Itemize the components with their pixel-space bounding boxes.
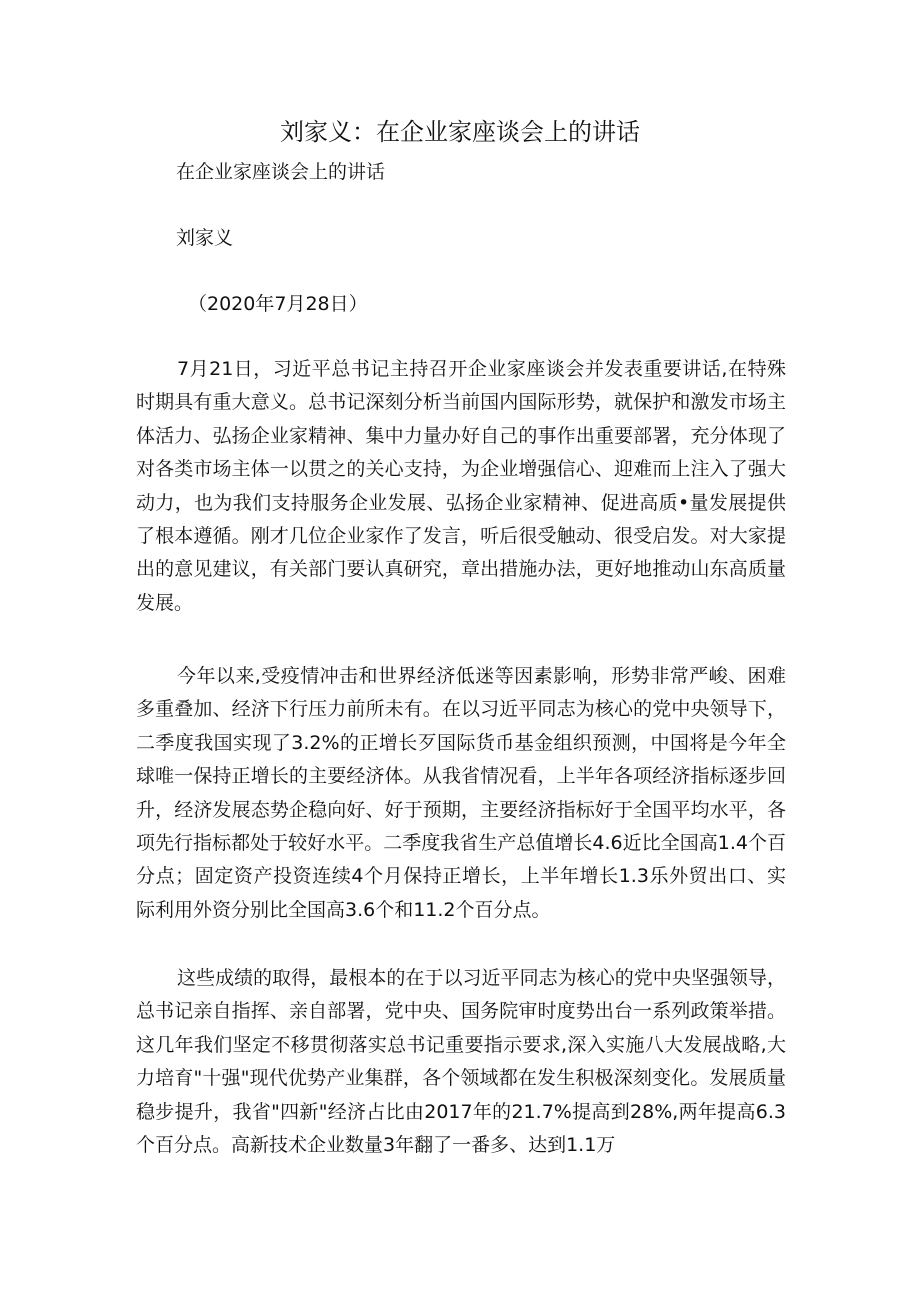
document-author: 刘家义	[176, 227, 234, 249]
document-date: （2020年7月28日）	[188, 293, 368, 315]
document-title: 刘家义：在企业家座谈会上的讲话	[280, 118, 640, 146]
body-paragraph-2: 今年以来,受疫情冲击和世界经济低迷等因素影响，形势非常严峻、困难多重叠加、经济下行压力前所未有。在以习近平同志为核心的党中央领导下，二季度我国实现了3.2%的正增长歹国际货币基金组织预测，中国将是今年全球唯一保持正增长的主要经济体。从我省情况看，上半年各项经济指标逐步回升，经济发展态势企稳向好、好于预期，主要经济指标好于全国平均水平，各项先行指标都处于较好水平。二季度我省生产总值增长4.6近比全国高1.4个百分点；固定资产投资连续4个月保持正增长，上半年增长1.3乐外贸出口、实际利用外资分别比全国高3.6个和11.2个百分点。	[136, 665, 786, 921]
body-paragraph-1: 7月21日，习近平总书记主持召开企业家座谈会并发表重要讲话,在特殊时期具有重大意义。总书记深刻分析当前国内国际形势，就保护和激发市场主体活力、弘扬企业家精神、集中力量办好自己的事作出重要部署，充分体现了对各类市场主体一以贯之的关心支持，为企业增强信心、迎难而上注入了强大动力，也为我们支持服务企业发展、弘扬企业家精神、促进高质•量发展提供了根本遵循。刚才几位企业家作了发言，听后很受触动、很受启发。对大家提出的意见建议，有关部门要认真研究，章出措施办法，更好地推动山东高质量发展。	[136, 358, 786, 614]
document-subtitle: 在企业家座谈会上的讲话	[176, 161, 386, 183]
body-paragraph-3: 这些成绩的取得，最根本的在于以习近平同志为核心的党中央坚强领导，总书记亲自指挥、亲自部署，党中央、国务院审时度势出台一系列政策举措。这几年我们坚定不移贯彻落实总书记重要指示要求,深入实施八大发展战略,大力培育"十强"现代优势产业集群，各个领域都在发生积极深刻变化。发展质量稳步提升，我省"四新"经济占比由2017年的21.7%提高到28%,两年提高6.3个百分点。高新技术企业数量3年翻了一番多、达到1.1万	[136, 967, 786, 1157]
